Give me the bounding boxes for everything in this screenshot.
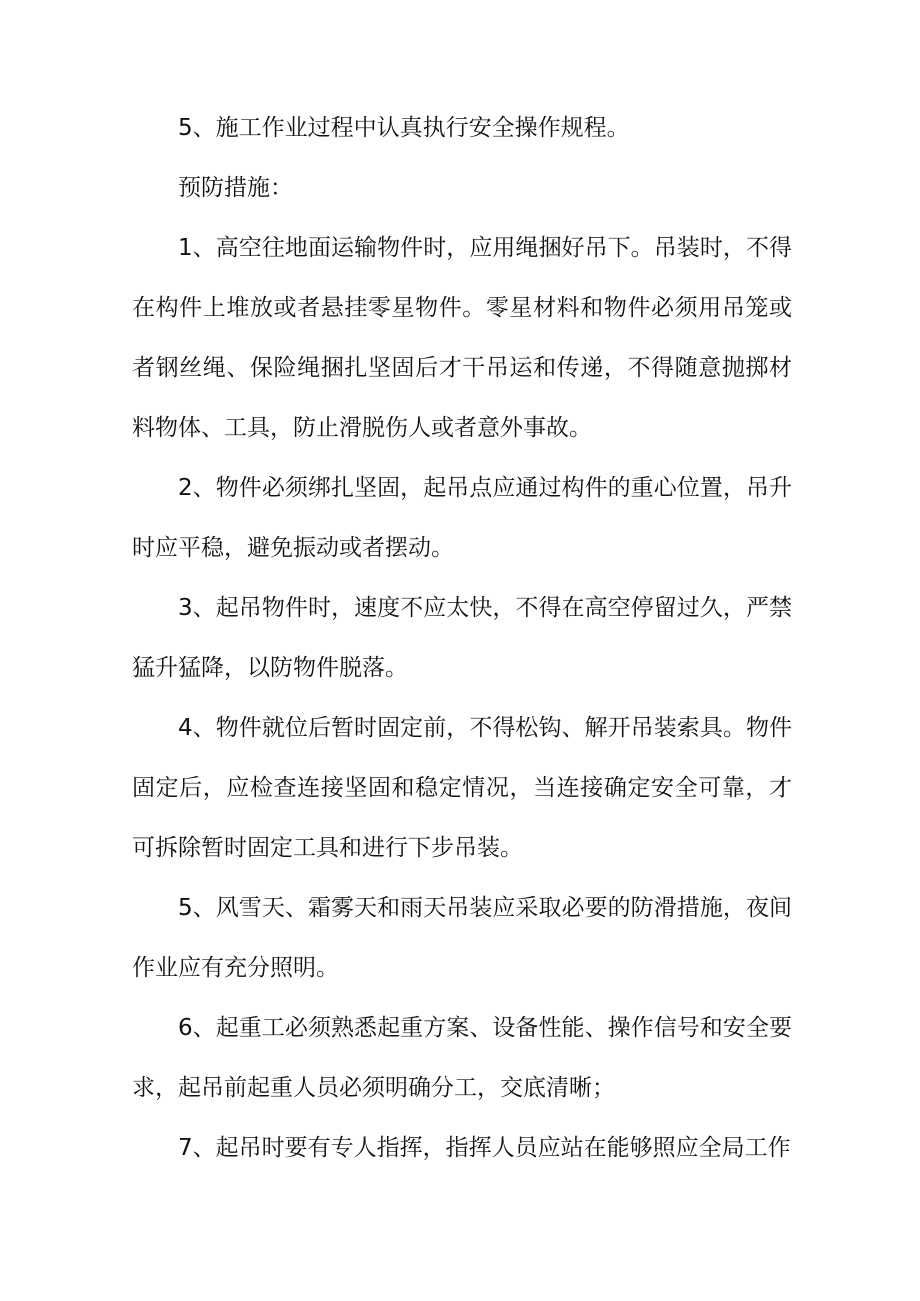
- paragraph-step-5-safety-rules: 5、施工作业过程中认真执行安全操作规程。: [178, 115, 630, 141]
- paragraph-item-2: 2、物件必须绑扎坚固，起吊点应通过构件的重心位置，吊升时应平稳，避免振动或者摆动。: [132, 475, 792, 561]
- paragraph-prevention-heading: 预防措施：: [178, 175, 293, 201]
- paragraph-item-1: 1、高空往地面运输物件时，应用绳捆好吊下。吊装时，不得在构件上堆放或者悬挂零星物件。零星材料和物件必须用吊笼或者钢丝绳、保险绳捆扎坚固后才干吊运和传递，不得随意抛掷材料物体、工具，防止滑脱伤人或者意外事故。: [132, 235, 792, 441]
- paragraph-item-7: 7、起吊时要有专人指挥，指挥人员应站在能够照应全局工作: [178, 1135, 791, 1161]
- paragraph-item-4: 4、物件就位后暂时固定前，不得松钩、解开吊装索具。物件固定后，应检查连接坚固和稳定情况，当连接确定安全可靠，才可拆除暂时固定工具和进行下步吊装。: [132, 715, 792, 861]
- paragraph-item-3: 3、起吊物件时，速度不应太快，不得在高空停留过久，严禁猛升猛降，以防物件脱落。: [132, 595, 792, 681]
- document-body: [132, 98, 792, 1178]
- paragraph-item-6: 6、起重工必须熟悉起重方案、设备性能、操作信号和安全要求，起吊前起重人员必须明确分工，交底清晰；: [132, 1015, 792, 1101]
- paragraph-item-5: 5、风雪天、霜雾天和雨天吊装应采取必要的防滑措施，夜间作业应有充分照明。: [132, 895, 792, 981]
